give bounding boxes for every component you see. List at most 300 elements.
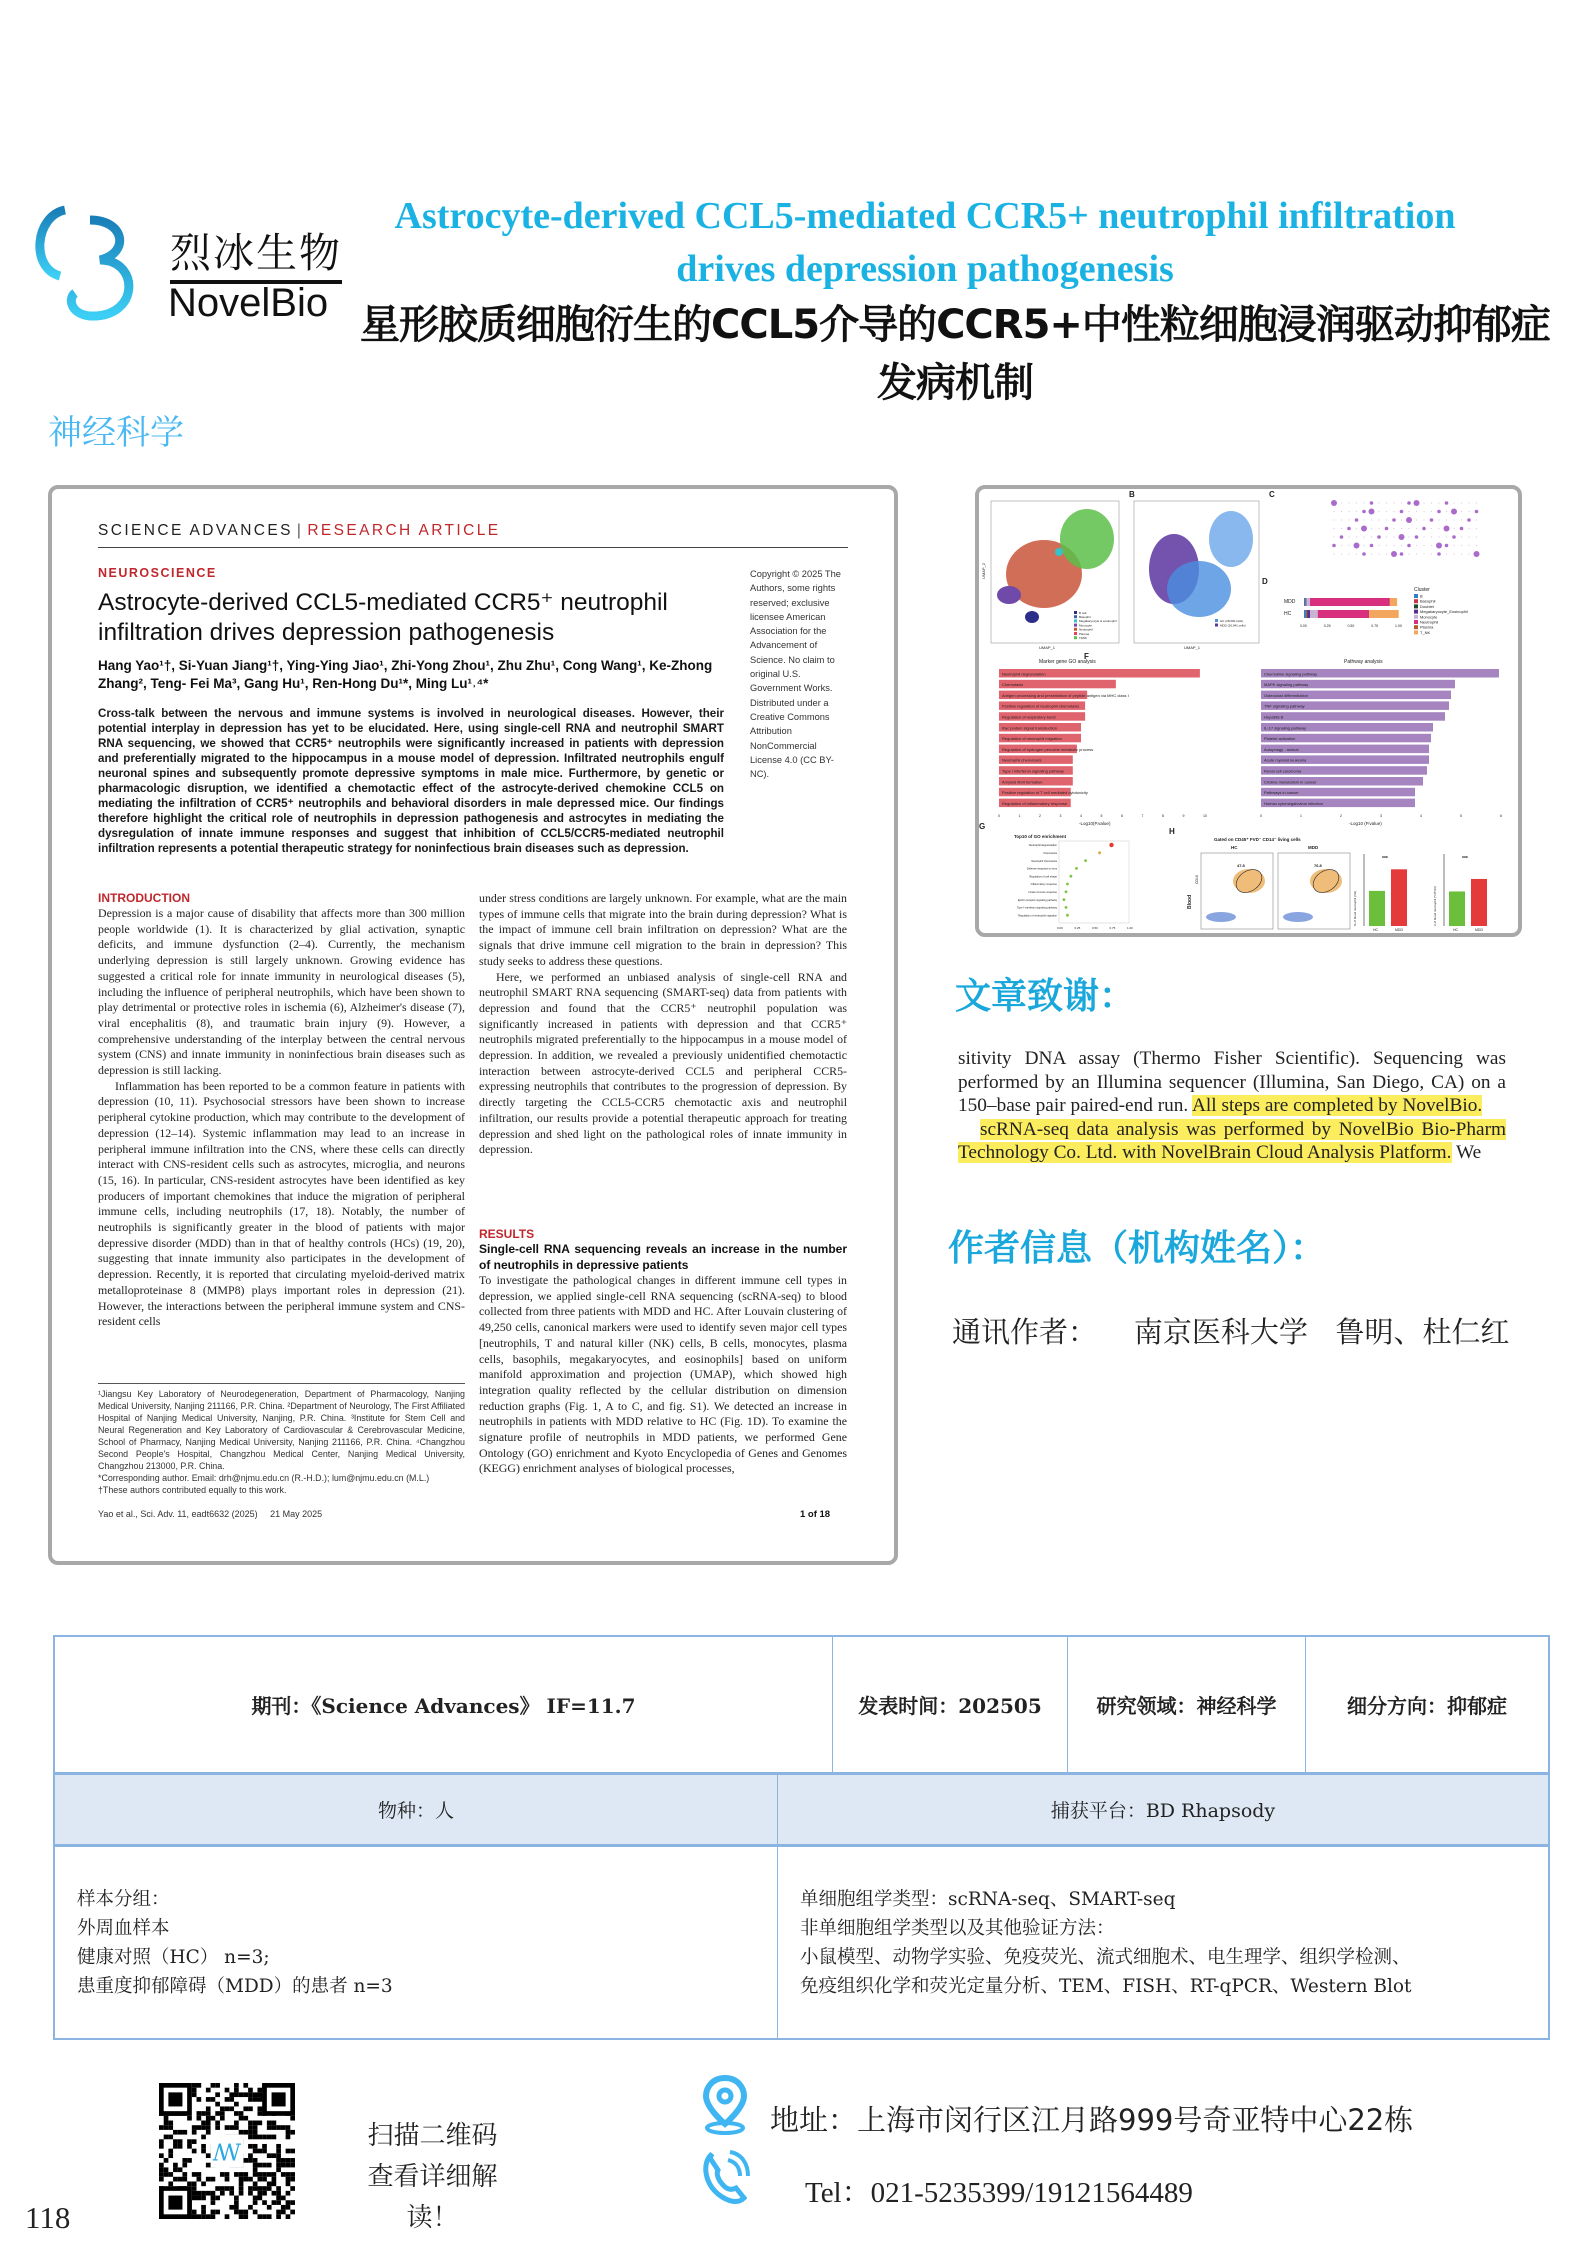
dotplot-dot [1416, 528, 1417, 529]
axis-label: UMAP_1 [1184, 645, 1201, 650]
kegg-bar-label: Hepatitis B [1264, 714, 1284, 720]
method-line: 免疫组织化学和荧光定量分析、TEM、FISH、RT-qPCR、Western Blot [800, 1975, 1412, 1997]
dotplot-dot [1474, 551, 1480, 557]
ack-highlight: All steps are completed by NovelBio. [1191, 1095, 1483, 1116]
dotplot-dot [1363, 519, 1364, 520]
axis-label: % of blood neutrophil (/ml) [1353, 890, 1357, 926]
stacked-bar-segment [1308, 610, 1310, 618]
go-bar-label: Regulation of inflammatory response [1002, 800, 1068, 806]
g-term-label: Type I interferon signaling pathway [1016, 906, 1057, 910]
dotplot-dot [1468, 528, 1469, 529]
dotplot-dot [1453, 519, 1454, 520]
dotplot-dot [1476, 536, 1477, 537]
scan-line: 扫描二维码 [367, 2121, 498, 2151]
g-dot [1084, 859, 1087, 862]
dotplot-dot [1393, 511, 1394, 512]
axis-label: # of blood neutrophil (*10⁶/ml) [1433, 886, 1437, 926]
dotplot-dot [1468, 536, 1469, 537]
tick-label: 8 [1162, 814, 1164, 818]
dotplot-dot [1370, 501, 1374, 505]
legend-swatch [1414, 594, 1418, 598]
journal-name: SCIENCE ADVANCES [98, 522, 293, 539]
dotplot-dot [1431, 553, 1432, 554]
legend-label: Neutrophil [1079, 627, 1093, 632]
dotplot-dot [1401, 519, 1402, 520]
legend-swatch [1074, 632, 1077, 635]
kegg-bar-label: TNF signaling pathway [1264, 703, 1305, 709]
dotplot-dot [1416, 545, 1417, 546]
tick-label: 0.00 [1300, 624, 1307, 628]
tick-label: 7 [1141, 814, 1144, 818]
kegg-bar-label: Chemokine signaling pathway [1264, 671, 1318, 677]
sample-line: 样本分组： [77, 1888, 170, 1910]
chart-title: Marker gene GO analysis [1039, 659, 1096, 665]
dotplot-dot [1341, 545, 1342, 546]
dotplot-dot [1438, 519, 1439, 520]
go-bar-label: Neutrophil degranulation [1002, 671, 1046, 677]
dotplot-dot [1461, 536, 1462, 537]
dotplot-dot [1331, 500, 1337, 506]
g-term-label: Regulation of neutrophil migration [1018, 914, 1057, 918]
dotplot-dot [1437, 510, 1441, 514]
paper-section: NEUROSCIENCE [98, 566, 217, 580]
chinese-title: 星形胶质细胞衍生的CCL5介导的CCR5+中性粒细胞浸润驱动抑郁症发病机制 [360, 302, 1550, 406]
legend-label: Neutrophil [1420, 619, 1439, 625]
ack-highlight: scRNA-seq data analysis was performed by NovelBio Bio-Pharm Technology Co. Ltd. with NovelBrain Cloud Analysis Platform. [958, 1118, 1506, 1163]
legend-label: Doublet [1420, 603, 1434, 609]
ack-plain: sitivity DNA assay (Thermo Fisher Scientific). Sequencing was performed by an Illumina sequencer (Illumina, San Diego, CA) on a 150–base pair paired-end run. [958, 1048, 1506, 1116]
paper-authors: Hang Yao¹†, Si-Yuan Jiang¹†, Ying-Ying Jiao¹, Zhi-Yong Zhou¹, Zhu Zhu¹, Cong Wang¹, Ke-Zhong Zhang², Teng- Fei Ma³, Gang Hu¹, Ren-Hong Du¹*, Ming Lu¹˒⁴* [98, 658, 713, 691]
tick-label: 0.75 [1109, 926, 1116, 930]
axis-label: -Log10 (P.value) [1349, 821, 1382, 826]
panel-label: C [1269, 490, 1275, 499]
g-term-label: Chemotaxis [1043, 852, 1057, 855]
dotplot-dot [1333, 519, 1334, 520]
header-rule [98, 547, 848, 548]
dotplot-dot [1467, 518, 1471, 522]
journal-cell: 期刊：《Science Advances》 IF=11.7 [55, 1637, 833, 1772]
dotplot-dot [1348, 511, 1349, 512]
tick-label: 0.75 [1371, 624, 1379, 628]
tick-label: 2 [1340, 814, 1342, 818]
dotplot-dot [1356, 536, 1357, 537]
go-bar-label: Positive regulation of T cell mediated cytotoxicity [1002, 790, 1088, 796]
dotplot-dot [1453, 502, 1454, 503]
dotplot-dot [1370, 544, 1374, 548]
group-label: MDD [1308, 845, 1319, 850]
dotplot-dot [1386, 553, 1387, 554]
dotplot-dot [1386, 511, 1387, 512]
panel-label: G [979, 822, 986, 831]
tick-label: 1 [1300, 814, 1302, 818]
dotplot-dot [1461, 502, 1462, 503]
dotplot-dot [1348, 519, 1349, 520]
tick-label: 3 [1059, 814, 1062, 818]
h-bar [1449, 891, 1465, 926]
footnote-rule [98, 1383, 465, 1384]
method-line: 单细胞组学类型：scRNA-seq、SMART-seq [800, 1888, 1176, 1910]
dotplot-dot [1355, 518, 1359, 522]
bar-row-label: MDD [1284, 599, 1296, 605]
tick-label: 1.00 [1395, 624, 1402, 628]
tick-label: HC [1453, 928, 1459, 932]
results-heading: RESULTS [479, 1227, 535, 1241]
legend-label: Megakaryocyte & eosinophil [1079, 619, 1117, 624]
umap-monocyte-cluster [997, 586, 1021, 604]
dotplot-dot [1476, 519, 1477, 520]
significance-label: *** [1382, 856, 1388, 862]
tick-label: 6 [1121, 814, 1123, 818]
dotplot-dot [1431, 545, 1432, 546]
kegg-bar-label: MAPK signaling pathway [1264, 682, 1309, 688]
affiliation-text: ¹Jiangsu Key Laboratory of Neurodegeneration, Department of Pharmacology, Nanjing Medical University, Nanjing 211166, P.R. China. ²Department of Neurology, The First Affiliated Hospital of Nanjing Medical University, Nanjing, P.R. China. ³Institute for Stem Cell and Neural Regeneration and Key Laboratory of Cardiovascular & Cerebrovascular Medicine, School of Pharmacy, Nanjing Medical University, Nanjing 211166, P.R. China. ⁴Changzhou Second People's Hospital, Changzhou Medical Center, Nanjing Medical University, Changzhou 213000, P.R. China. [98, 1389, 465, 1471]
methods-cell [778, 1847, 1548, 2038]
tick-label: 0.50 [1092, 926, 1098, 930]
dotplot-dot [1400, 552, 1404, 556]
tick-label: 0 [1260, 814, 1262, 818]
g-dot [1066, 914, 1069, 917]
dotplot-dot [1461, 511, 1462, 512]
dotplot-dot [1386, 502, 1387, 503]
dotplot-dot [1377, 535, 1381, 539]
stacked-bar-segment [1318, 610, 1369, 618]
dotplot-dot [1348, 545, 1349, 546]
info-table [53, 1635, 1550, 2040]
copyright-note: Copyright © 2025 The Authors, some rights reserved; exclusive licensee American Association for the Advancement of Science. No claim to original U.S. Government Works. Distributed under a Creative Commons Attribution NonCommercial License 4.0 (CC BY-NC). [750, 569, 841, 780]
axis-label: CD16 [1195, 875, 1199, 884]
legend-label: Basophil [1420, 598, 1436, 604]
publish-date-cell: 发表时间：202505 [833, 1637, 1068, 1772]
dotplot-dot [1452, 535, 1456, 539]
h-bar [1471, 879, 1487, 926]
dotplot-dot [1436, 543, 1442, 549]
dotplot-dot [1468, 502, 1469, 503]
dotplot-dot [1378, 519, 1379, 520]
stacked-bar-segment [1310, 598, 1390, 606]
legend-label: Plasma [1079, 631, 1090, 636]
qr-code[interactable] [156, 2083, 298, 2219]
location-pin-icon [700, 2074, 750, 2136]
gate-percentage: 76.8 [1314, 863, 1322, 868]
legend-title: Cluster [1414, 587, 1430, 593]
dotplot-dot [1453, 528, 1454, 529]
dotplot-dot [1363, 502, 1364, 503]
dotplot-dot [1423, 545, 1424, 546]
panel-label: F [1084, 652, 1089, 661]
dotplot-dot [1400, 510, 1404, 514]
umap-hc-cells [1209, 511, 1253, 567]
dotplot-dot [1438, 502, 1439, 503]
dotplot-dot [1407, 501, 1411, 505]
h-bar [1369, 891, 1385, 926]
kegg-bar-label: Autophagy - animal [1264, 746, 1299, 752]
tick-label: 5 [1460, 814, 1462, 818]
stacked-bar-segment [1304, 598, 1305, 606]
dotplot-dot [1407, 544, 1411, 548]
g-term-label: Ephrin receptor signaling pathway [1017, 898, 1057, 902]
page-number: 118 [25, 2200, 71, 2235]
legend-label: T_NK [1420, 629, 1431, 635]
dotplot-dot [1437, 552, 1441, 556]
dotplot-dot [1446, 536, 1447, 537]
legend-swatch [1074, 615, 1077, 618]
logo-english-name: NovelBio [168, 281, 329, 325]
dotplot-dot [1406, 517, 1412, 523]
dotplot-dot [1341, 553, 1342, 554]
dotplot-dot [1333, 553, 1334, 554]
dotplot-dot [1333, 528, 1334, 529]
dotplot-dot [1356, 502, 1357, 503]
ack-tail: We [1451, 1142, 1482, 1163]
dotplot-dot [1415, 535, 1419, 539]
paper-column-right [479, 891, 847, 1158]
dotplot-dot [1385, 527, 1389, 531]
dotplot-dot [1416, 553, 1417, 554]
dotplot-dot [1461, 553, 1462, 554]
panel-label: D [1262, 577, 1268, 586]
dotplot-dot [1378, 528, 1379, 529]
paper-abstract: Cross-talk between the nervous and immune systems is involved in neurological diseases. However, their potential interplay in depression has yet to be elucidated. Here, using single-cell RNA and neutrophil SMART RNA sequencing, we showed that CCR5⁺ neutrophils were significantly increased in patients with depression and preferentially migrated to the hippocampus in a mouse model of depression. Infiltrated neutrophils engulf neuronal spines and subsequently promote depressive symptoms in male mice. Furthermore, by genetic or pharmacologic disruption, we identified a chemotactic effect of the astrocyte-derived chemokine CCL5 on mediating the infiltration of CCR5⁺ neutrophils and behavioral disorders in male depressed mice. Our findings therefore highlight the critical role of neutrophils in depression pathogenesis and astrocytes in mediating the dysregulation of innate immune responses and suggest that inhibition of CCL5/CCR5-mediated neutrophil infiltration represents a potential therapeutic strategy for noninfectious brain diseases such as depression. [98, 707, 724, 855]
bar-row-label: HC [1284, 611, 1292, 617]
svg-text:ꟿ: ꟿ [212, 2138, 242, 2167]
g-dot [1070, 875, 1073, 878]
kegg-bar-label: Renal cell carcinoma [1264, 768, 1302, 774]
citation: Yao et al., Sci. Adv. 11, eadt6632 (2025) 21 May 2025 [98, 1509, 323, 1519]
legend-swatch [1074, 628, 1077, 631]
novelbio-logo-icon [30, 198, 155, 328]
dotplot-dot [1393, 536, 1394, 537]
sample-line: 患重度抑郁障碍（MDD）的患者 n=3 [77, 1975, 393, 1997]
dotplot-dot [1341, 528, 1342, 529]
journal-header [98, 522, 501, 540]
legend-label: Megakaryocyte_Eosinophil [1420, 609, 1468, 615]
go-bar-label: Positive regulation of neutrophil chemotaxis [1002, 703, 1080, 709]
g-term-label: Neutrophil degranulation [1028, 844, 1057, 848]
tick-label: 1.00 [1127, 926, 1133, 930]
go-bar-label: Regulation of neutrophil migration [1002, 736, 1062, 742]
dotplot-dot [1451, 509, 1457, 515]
legend-swatch [1074, 624, 1077, 627]
g-term-label: Regulation of cell shape [1029, 875, 1057, 879]
stacked-bar-segment [1306, 610, 1307, 618]
tick-label: 9 [1182, 814, 1185, 818]
go-bar-label: Rac protein signal transduction [1002, 725, 1057, 731]
results-section [479, 1227, 847, 1477]
dotplot-dot [1391, 551, 1397, 557]
dotplot-dot [1422, 527, 1426, 531]
legend-swatch [1414, 610, 1418, 614]
acknowledgement-heading: 文章致谢： [955, 976, 1136, 1017]
phone-icon [700, 2148, 750, 2206]
dotplot-dot [1468, 553, 1469, 554]
flow-population [1283, 912, 1313, 922]
dotplot-dot [1408, 511, 1409, 512]
stacked-bar-segment [1307, 598, 1310, 606]
dotplot-dot [1371, 536, 1372, 537]
umap-hc-cells [1167, 561, 1231, 617]
g-dot [1066, 883, 1069, 886]
dotplot-dot [1408, 553, 1409, 554]
dotplot-dot [1416, 511, 1417, 512]
g-term-label: Neutrophil chemotaxis [1031, 859, 1057, 863]
results-paragraph: To investigate the pathological changes in different immune cell types in depression, we applied single-cell RNA sequencing (scRNA-seq) to blood collected from three patients with MDD and HC. After Louvain clustering of 49,250 cells, canonical markers were used to identify seven major cell types [neutrophils, T and natural killer (NK) cells, B cells, monocytes, plasma cells, basophils, megakaryocytes, and eosinophils] based on uniform manifold approximation and projection (UMAP), which showed high integration quality reflected by the cellular distribution on dimension reduction graphs (Fig. 1, A to C, and fig. S1). We detected an increase in neutrophils in patients with MDD relative to HC (Fig. 1D). To examine the signature profile of neutrophils in MDD patients, we performed Gene Ontology (GO) enrichment and Kyoto Encyclopedia of Genes and Genomes (KEGG) enrichment analyses of biological processes, [479, 1273, 847, 1476]
dotplot-dot [1446, 553, 1447, 554]
dotplot-dot [1423, 553, 1424, 554]
panel-label: B [1129, 490, 1135, 499]
corresponding-authors: 通讯作者： 南京医科大学 鲁明、杜仁红 [952, 1315, 1510, 1349]
dotplot-dot [1416, 519, 1417, 520]
go-bar-label: Antigen processing and presentation of peptide antigen via MHC class I [1002, 692, 1129, 698]
tick-label: MDD [1395, 928, 1403, 932]
chart-title: Top10 of GO enrichment [1014, 834, 1067, 839]
figure-1 [975, 485, 1522, 937]
umap-bcell-cluster [1025, 611, 1039, 623]
dotplot-dot [1369, 509, 1375, 515]
chart-title: Gated on CD45⁺ FVD⁻ CD14⁻ living cells [1214, 837, 1301, 842]
dotplot-dot [1348, 553, 1349, 554]
kegg-bar-label: Human cytomegalovirus infection [1264, 800, 1323, 806]
dotplot-dot [1386, 545, 1387, 546]
direction-cell: 细分方向：抑郁症 [1347, 1694, 1507, 1718]
go-bar-label: Regulation of hydrogen peroxide metabolic process [1002, 746, 1094, 752]
intro-paragraph: Depression is a major cause of disability that affects more than 300 million people worldwide (1). It is characterized by glial activation, synaptic deficits, and immune dysfunction (2–4). Currently, the mechanism underlying depression is still largely unknown. Growing evidence has suggested a critical role for innate immunity in neurological diseases (5), including the influence of peripheral neutrophils, which have been shown to play detrimental or protective roles in ischemia (6), Alzheimer's disease (7), viral encephalitis (8), and traumatic brain injury (9). However, a comprehensive understanding of the interplay between the central nervous system (CNS) and innate immunity in noninfectious brain diseases such as depression is still lacking. [98, 906, 465, 1078]
legend-label: Monocyte [1420, 614, 1438, 620]
dotplot-dot [1392, 518, 1396, 522]
axis-label: -Log10(P.value) [1079, 821, 1111, 826]
legend-swatch [1414, 615, 1418, 619]
group-label: HC [1231, 845, 1238, 850]
axis-label: Blood [1187, 894, 1193, 909]
dotplot-dot [1341, 502, 1342, 503]
legend-swatch [1414, 630, 1418, 634]
scan-line: 查看详细解读！ [367, 2162, 498, 2233]
legend-label: Plasma [1420, 624, 1434, 630]
g-dot [1065, 890, 1068, 893]
legend-label: Monocyte [1079, 623, 1093, 628]
dotplot-dot [1446, 511, 1447, 512]
stacked-bar-segment [1304, 610, 1306, 618]
go-bar-label: Type I interferon signaling pathway [1002, 768, 1064, 774]
legend-label: B [1420, 593, 1423, 599]
g-dot [1075, 867, 1078, 870]
dotplot-dot [1354, 543, 1360, 549]
dotplot-dot [1414, 500, 1420, 506]
dotplot-dot [1356, 528, 1357, 529]
stacked-bar-segment [1310, 610, 1318, 618]
paper-title: Astrocyte-derived CCL5-mediated CCR5⁺ neutrophil infiltration drives depression pathogenesis [98, 589, 668, 646]
research-field-cell: 研究领域：神经科学 [1068, 1637, 1306, 1772]
dotplot-dot [1348, 502, 1349, 503]
tick-label: HC [1373, 928, 1379, 932]
g-dot [1065, 906, 1068, 909]
dotplot-dot [1378, 511, 1379, 512]
tick-label: 0.50 [1347, 624, 1355, 628]
kegg-bar-label: Platelet activation [1264, 736, 1296, 742]
platform-cell: 捕获平台：BD Rhapsody [778, 1772, 1548, 1847]
dotplot-dot [1333, 536, 1334, 537]
dotplot-dot [1361, 526, 1367, 532]
dotplot-dot [1393, 545, 1394, 546]
g-dot [1109, 843, 1113, 847]
dotplot-dot [1386, 536, 1387, 537]
dotplot-dot [1468, 511, 1469, 512]
tick-label: 6 [1500, 814, 1502, 818]
dotplot-dot [1444, 526, 1450, 532]
dotplot-dot [1431, 536, 1432, 537]
affiliations [98, 1388, 465, 1496]
go-bar-label: Amyloid fibril formation [1002, 779, 1043, 785]
legend-swatch [1074, 611, 1077, 614]
tick-label: 0.25 [1074, 926, 1081, 930]
dotplot-dot [1363, 545, 1364, 546]
dotplot-dot [1423, 536, 1424, 537]
dotplot-dot [1393, 502, 1394, 503]
article-type: RESEARCH ARTICLE [307, 522, 501, 539]
dotplot-dot [1356, 553, 1357, 554]
dotplot-dot [1401, 545, 1402, 546]
journal-separator: | [296, 522, 304, 539]
go-bar-label: Neutrophil chemotaxis [1002, 757, 1042, 763]
legend-label: T&NK [1079, 636, 1088, 640]
dotplot-dot [1438, 536, 1439, 537]
corresponding-author: *Corresponding author. Email: drh@njmu.edu.cn (R.-H.D.); lum@njmu.edu.cn (M.L.) [98, 1473, 430, 1483]
dotplot-dot [1461, 519, 1462, 520]
go-bar-label: Regulation of respiratory burst [1002, 714, 1056, 720]
dotplot-dot [1453, 545, 1454, 546]
dotplot-dot [1393, 528, 1394, 529]
tick-label: 0 [998, 814, 1000, 818]
dotplot-dot [1333, 511, 1334, 512]
axis-label: UMAP_1 [1039, 645, 1056, 650]
axis-label: UMAP_2 [981, 562, 986, 579]
kegg-bar-label: Osteoclast differentiation [1264, 692, 1308, 698]
author-info-heading: 作者信息（机构姓名）： [948, 1228, 1327, 1269]
dotplot-dot [1341, 519, 1342, 520]
dotplot-dot [1460, 527, 1464, 531]
dotplot-dot [1362, 510, 1366, 514]
tick-label: 2 [1039, 814, 1041, 818]
gate-percentage: 47.8 [1237, 863, 1245, 868]
legend-swatch [1414, 625, 1418, 629]
umap-tnk-cluster [1060, 509, 1114, 569]
dotplot-dot [1431, 511, 1432, 512]
results-subheading: Single-cell RNA sequencing reveals an increase in the number of neutrophils in depressive patients [479, 1242, 847, 1272]
page-of: 1 of 18 [800, 1509, 831, 1520]
intro-heading: INTRODUCTION [98, 891, 190, 905]
stacked-bar-segment [1307, 610, 1308, 618]
legend-swatch [1074, 636, 1077, 639]
dotplot-dot [1431, 528, 1432, 529]
dotplot-dot [1347, 527, 1351, 531]
g-term-label: Defense response to virus [1026, 867, 1057, 871]
method-line: 非单细胞组学类型以及其他验证方法： [800, 1917, 1115, 1939]
sample-cell [55, 1847, 778, 2038]
dotplot-dot [1476, 502, 1477, 503]
g-term-label: Innate immune response [1028, 891, 1057, 894]
legend-label: MDD (20,941 cells) [1220, 623, 1246, 628]
field-tag: 神经科学 [48, 413, 184, 453]
address: 地址：上海市闵行区江月路999号奇亚特中心22栋 [770, 2103, 1414, 2137]
intro-paragraph: Inflammation has been reported to be a common feature in patients with depression (10, 11). Psychosocial stressors have been shown to increase peripheral cytokine production, which may contribute to the development of depression (12–14). Systemic inflammation may lead to an increase in peripheral immune infiltration into the CNS, where these cells can directly interact with CNS-resident cells such as astrocytes, microglia, and neurons (15, 16). In particular, CNS-resident astrocytes have been identified as key producers of important chemokines that induce the migration of peripheral immune cells, including neutrophils (17, 18). Notably, the number of neutrophils is significantly greater in the blood of patients with major depressive disorder (MDD) than in that of healthy controls (HCs) (19, 20), suggesting that innate immunity also participates in the development of depression. Recently, it is reported that circulating myeloid-derived matrix metalloproteinase 8 (MMP8) plays important roles in depression (21). However, the interactions between the peripheral immune system and CNS-resident cells [98, 1078, 465, 1329]
legend-swatch [1414, 604, 1418, 608]
figure-canvas [979, 489, 1518, 933]
h-bar [1391, 869, 1407, 926]
tick-label: 4 [1080, 814, 1082, 818]
dotplot-dot [1341, 511, 1342, 512]
dotplot-dot [1408, 528, 1409, 529]
english-title: Astrocyte-derived CCL5-mediated CCR5+ neutrophil infiltration drives depression pathogenesis [394, 195, 1456, 290]
g-term-label: Inflammatory response [1030, 883, 1057, 887]
